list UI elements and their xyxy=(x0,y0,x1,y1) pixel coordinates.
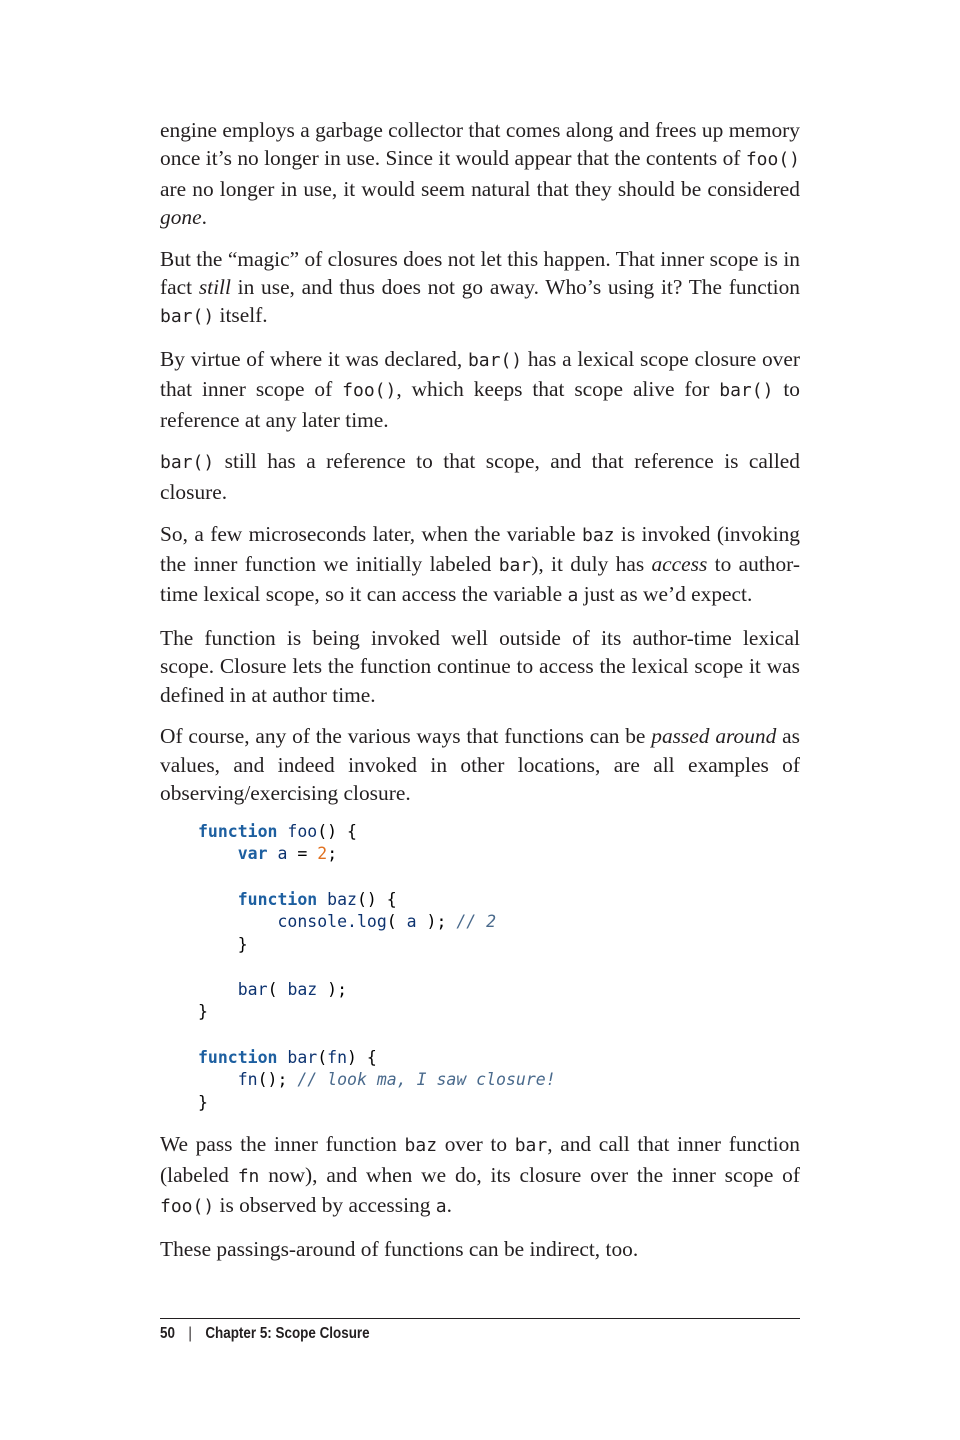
page-body xyxy=(160,116,800,1277)
code-identifier: console.log xyxy=(277,912,387,932)
text: By virtue of where it was declared, xyxy=(160,347,468,372)
inline-code: foo() xyxy=(745,149,800,171)
code-keyword: function xyxy=(198,821,278,841)
text: to reference at any later time. xyxy=(160,377,800,432)
code-identifier: fn xyxy=(327,1047,348,1067)
text: Of course, any of the various ways that functions can be xyxy=(160,724,652,749)
text: to author-time lexical scope, so it can access the variable xyxy=(160,551,800,607)
paragraph-4 xyxy=(160,447,800,506)
paragraph-1 xyxy=(160,116,800,231)
text: But the “magic” of closures does not let this happen. That inner scope is in fact xyxy=(160,246,800,299)
text: are no longer in use, it would seem natural that they should be considered xyxy=(160,176,800,201)
text: is observed by accessing xyxy=(214,1193,436,1218)
inline-code: a xyxy=(567,585,579,607)
code-identifier: baz xyxy=(327,889,357,909)
code-keyword: var xyxy=(237,844,268,864)
code-comment: // look ma, I saw closure! xyxy=(297,1070,556,1090)
paragraph-8 xyxy=(160,1130,800,1221)
text: over to xyxy=(437,1132,515,1157)
text: is invoked (invoking the inner function we initially labeled xyxy=(160,521,800,576)
text: . xyxy=(446,1193,452,1218)
emphasis: access xyxy=(651,551,708,576)
code-identifier: foo xyxy=(287,821,318,841)
code-identifier: a xyxy=(406,912,417,932)
code-identifier: baz xyxy=(287,979,318,999)
inline-code: a xyxy=(435,1196,447,1218)
inline-code: foo() xyxy=(342,380,397,402)
footer-separator: | xyxy=(188,1325,192,1342)
page-footer xyxy=(160,1318,698,1343)
text: in use, and thus does not go away. Who’s using it? The function xyxy=(230,274,801,299)
paragraph-3 xyxy=(160,345,800,434)
text: . xyxy=(201,204,207,229)
text: , which keeps that scope alive for xyxy=(396,377,720,402)
text: These passings-around of functions can be indirect, too. xyxy=(160,1236,639,1261)
text: still has a reference to that scope, and that reference is called closure. xyxy=(160,449,800,504)
text: , and call that inner function (labeled xyxy=(160,1132,800,1187)
inline-code: bar xyxy=(514,1135,548,1157)
inline-code: bar xyxy=(498,554,532,576)
paragraph-2 xyxy=(160,245,800,332)
text: The function is being invoked well outside of its author-time lexical scope. Closure lets the function continue to access the lexical scope it was defined in at author time. xyxy=(160,625,800,707)
paragraph-9 xyxy=(160,1235,800,1263)
inline-code: bar() xyxy=(719,380,774,402)
text: We pass the inner function xyxy=(160,1132,405,1157)
code-identifier: bar xyxy=(287,1047,318,1067)
text: itself. xyxy=(214,303,268,328)
text: So, a few microseconds later, when the variable xyxy=(160,521,582,546)
code-identifier: fn xyxy=(237,1070,258,1090)
page-number: 50 xyxy=(160,1325,175,1342)
inline-code: bar() xyxy=(160,306,215,328)
code-keyword: function xyxy=(237,889,318,909)
emphasis: passed around xyxy=(651,724,777,749)
code-identifier: bar xyxy=(237,979,268,999)
text: as values, and indeed invoked in other locations, are all examples of observing/exercising closure. xyxy=(160,724,800,805)
inline-code: bar() xyxy=(160,452,215,474)
text: just as we’d expect. xyxy=(578,582,753,607)
inline-code: foo() xyxy=(160,1196,215,1218)
emphasis: gone xyxy=(160,204,202,229)
text: now), and when we do, its closure over the inner scope of xyxy=(259,1162,800,1187)
chapter-title: Chapter 5: Scope Closure xyxy=(205,1325,370,1342)
paragraph-7 xyxy=(160,722,800,807)
inline-code: baz xyxy=(404,1135,438,1157)
emphasis: still xyxy=(198,274,231,299)
code-identifier: a xyxy=(277,844,288,864)
text: ), it duly has xyxy=(531,551,652,576)
code-number: 2 xyxy=(317,844,328,864)
code-comment: // 2 xyxy=(456,912,497,932)
inline-code: baz xyxy=(581,524,615,546)
text: has a lexical scope closure over that inner scope of xyxy=(160,347,800,402)
code-listing: function foo() { var a = 2; function baz() { console.log( a ); // 2 } bar( baz ); } function bar(fn) { fn(); // look ma, I saw closure! } xyxy=(198,821,556,1112)
code-keyword: function xyxy=(198,1047,278,1067)
inline-code: bar() xyxy=(467,350,523,372)
text: engine employs a garbage collector that comes along and frees up memory once it’s no longer in use. Since it would appear that the contents of xyxy=(160,118,800,171)
inline-code: fn xyxy=(237,1165,260,1187)
paragraph-5 xyxy=(160,520,800,611)
paragraph-6 xyxy=(160,624,800,709)
